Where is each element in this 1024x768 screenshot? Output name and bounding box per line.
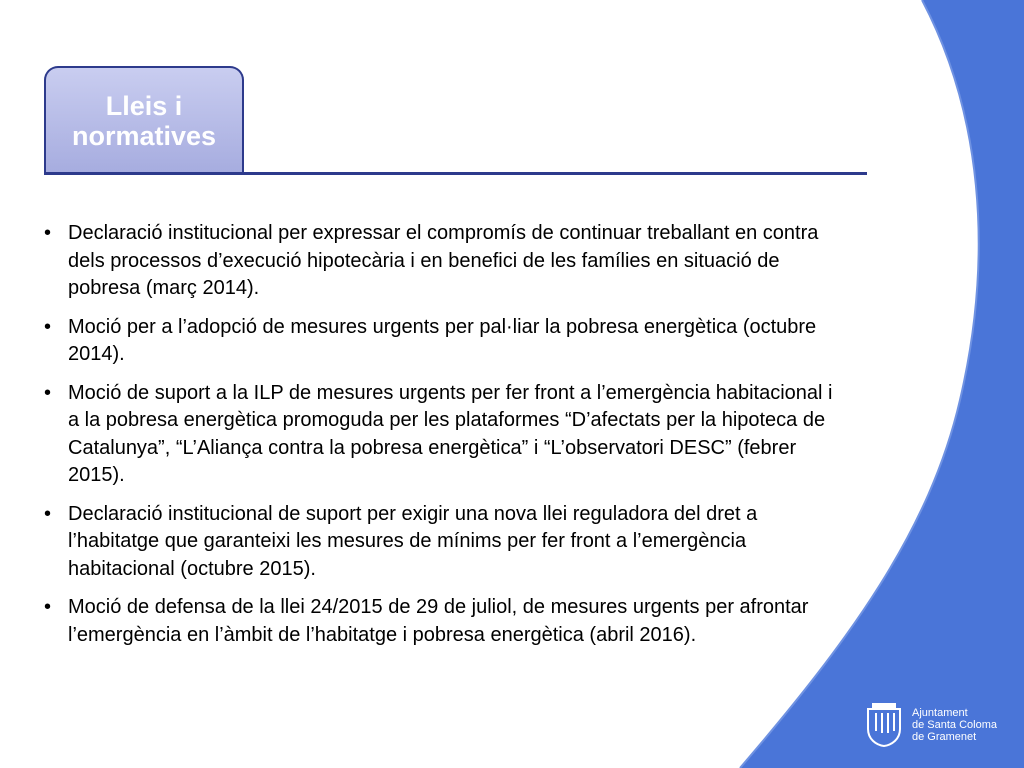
bullet-text: Moció per a l’adopció de mesures urgents per pal·liar la pobresa energètica (octubre 2014).: [68, 315, 817, 365]
bullet-text: Moció de suport a la ILP de mesures urgents per fer front a l’emergència habitacional i a la pobresa energètica promoguda per les plataformes “D’afectats per la hipoteca de Catalunya”, “L’Aliança contra la pobresa energètica” i “L’observatori DESC” (febrer 2015).: [68, 381, 833, 486]
header-divider: [44, 172, 867, 175]
logo-text: [912, 707, 997, 743]
list-item: [44, 220, 844, 303]
bullet-text: Declaració institucional de suport per exigir una nova llei reguladora del dret a l’habitatge que garanteixi les mesures de mínims per fer front a l’emergència habitacional (octubre 2015).: [68, 502, 758, 580]
section-title: Lleis i normatives: [71, 91, 217, 151]
list-item: [44, 594, 844, 649]
logo-line: de Gramenet: [912, 731, 977, 743]
bullet-text: Moció de defensa de la llei 24/2015 de 29 de juliol, de mesures urgents per afrontar l’emergència en l’àmbit de l’habitatge i pobresa energètica (abril 2016).: [68, 596, 809, 646]
municipality-logo: [864, 700, 1014, 750]
bullet-icon: •: [44, 381, 52, 404]
logo-line: de Santa Coloma: [912, 719, 997, 731]
bullet-icon: •: [44, 222, 52, 244]
logo-line: Ajuntament: [912, 707, 968, 719]
coat-of-arms-icon: [864, 703, 904, 747]
section-tab: [44, 66, 244, 174]
bullet-text: Declaració institucional per expressar el compromís de continuar treballant en contra dels processos d’execució hipotecària i en benefici de les famílies en situació de pobresa (març 2014).: [68, 222, 819, 299]
list-item: [44, 314, 844, 369]
list-item: [44, 380, 844, 490]
bullet-list: [44, 220, 844, 660]
list-item: [44, 501, 844, 584]
bullet-icon: •: [44, 502, 52, 525]
bullet-icon: •: [44, 315, 52, 338]
bullet-icon: •: [44, 596, 52, 618]
